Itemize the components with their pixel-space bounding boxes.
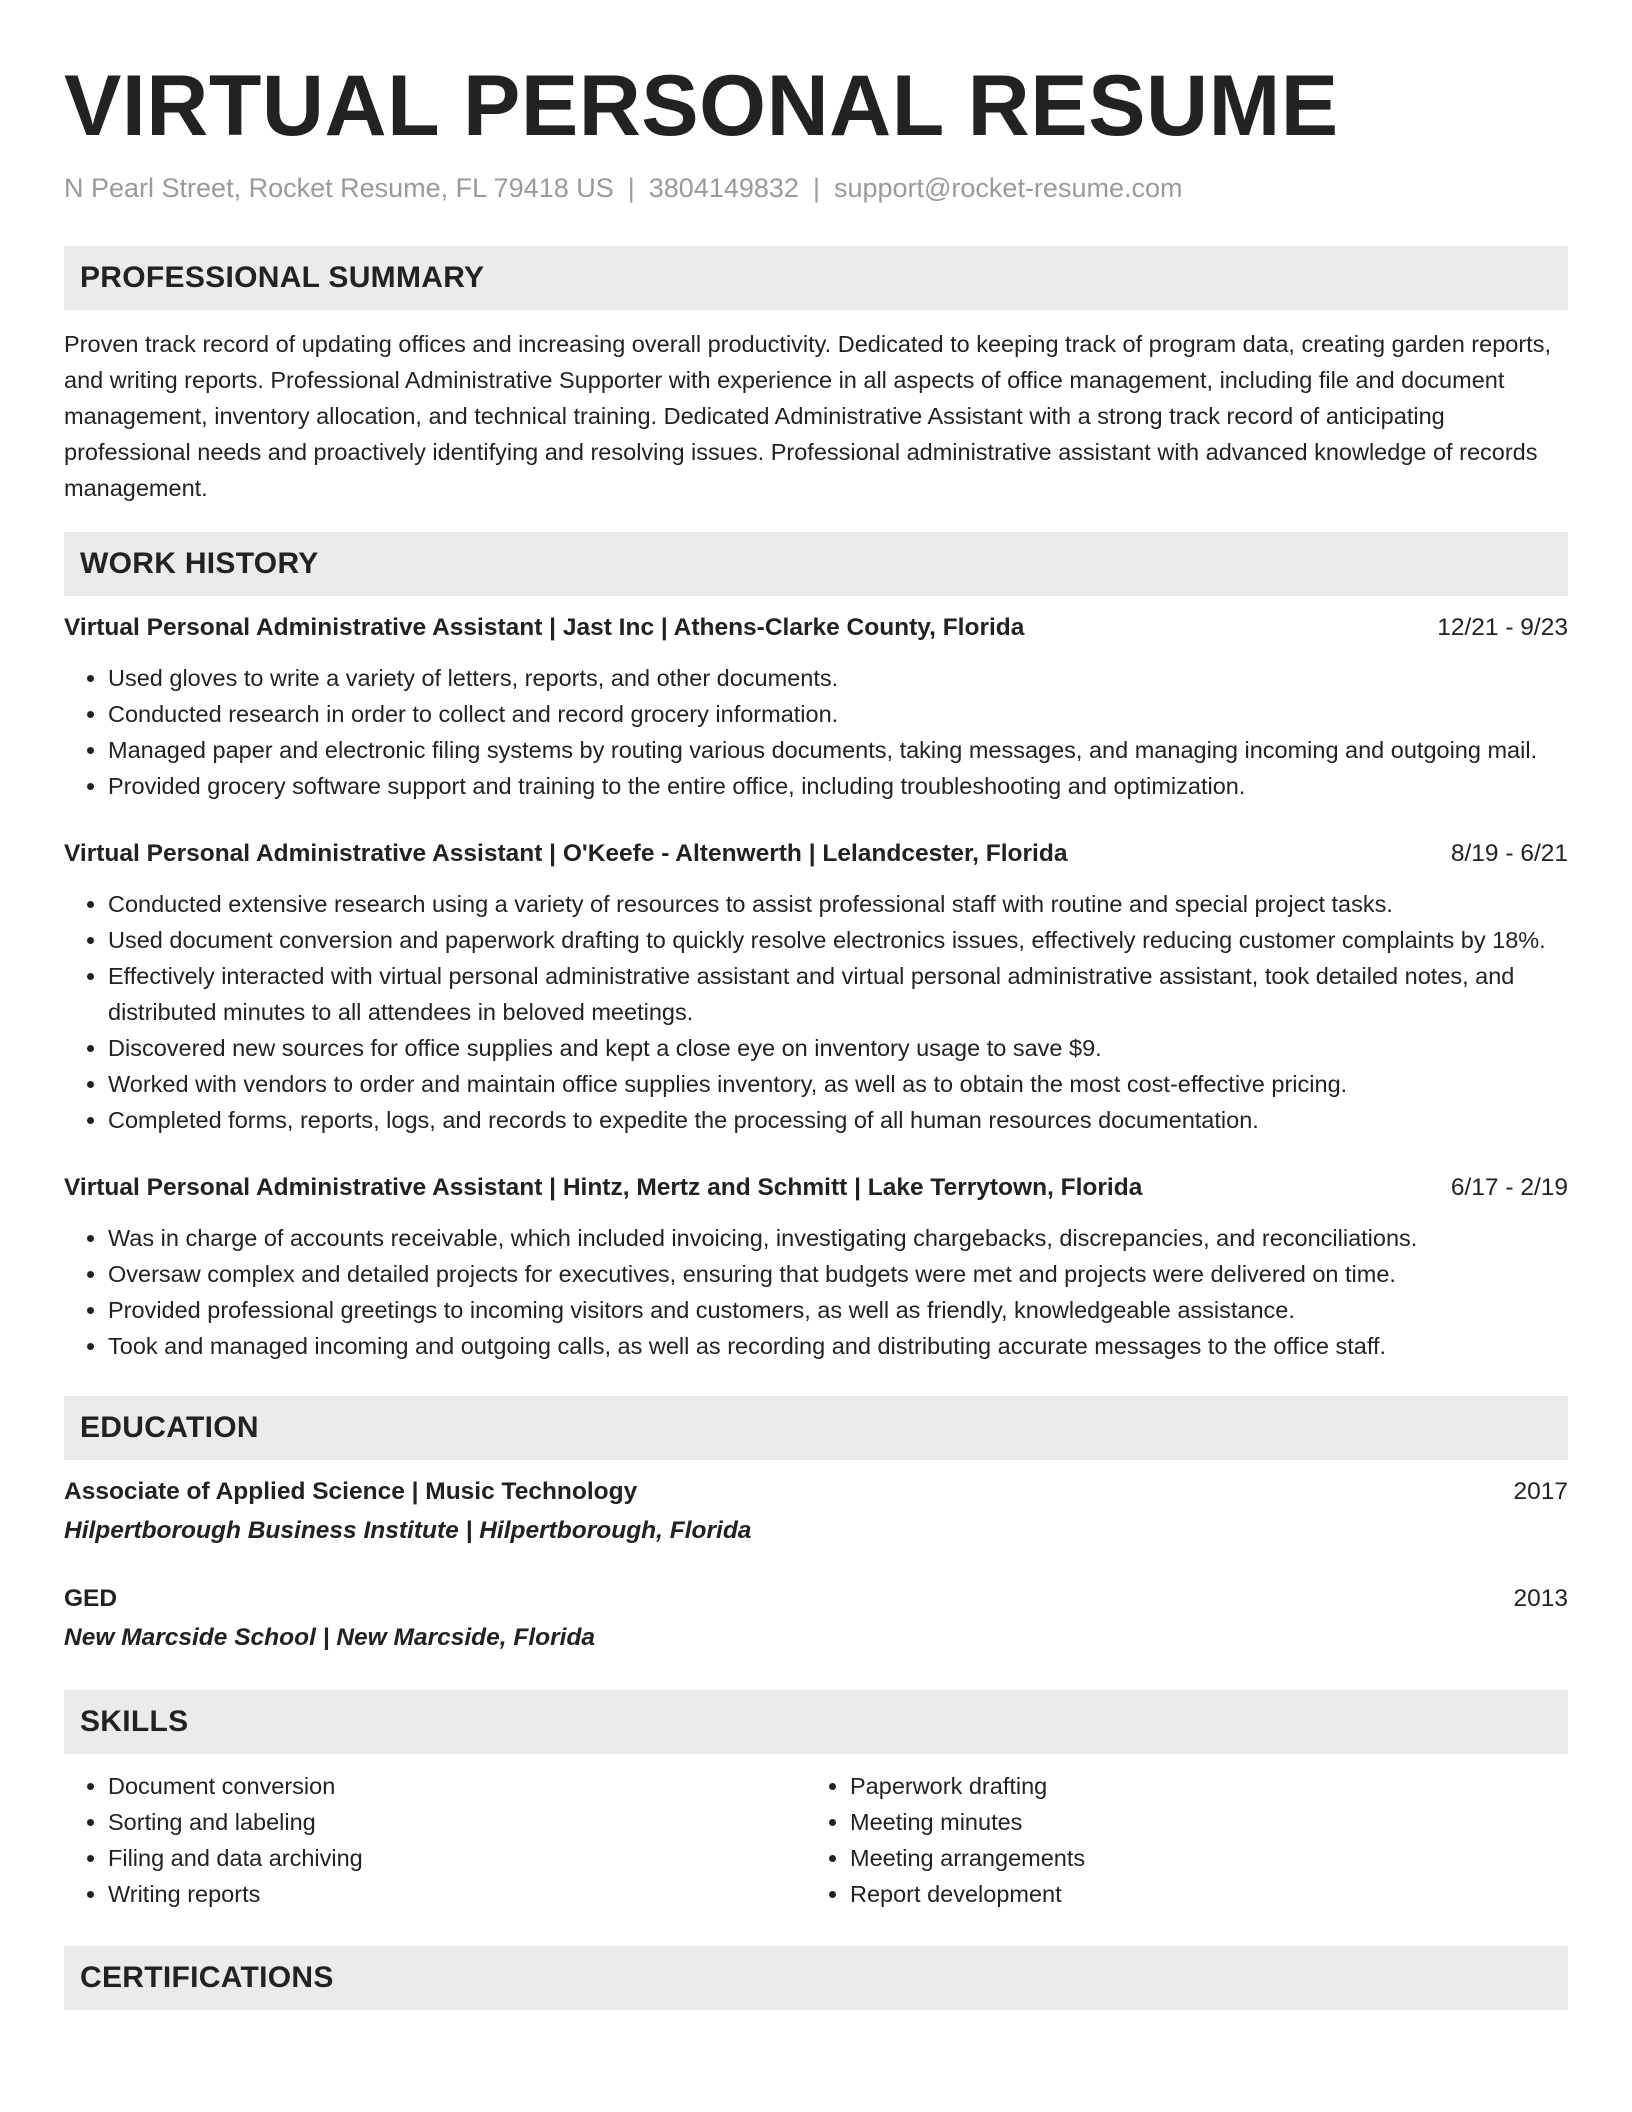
job-bullet: • Managed paper and electronic filing systems by routing various documents, taking messages, and managing incoming and outgoing mail.	[108, 732, 1568, 768]
job-bullet: • Provided grocery software support and training to the entire office, including troubleshooting and optimization.	[108, 768, 1568, 804]
education-degree: GED	[64, 1585, 118, 1612]
contact-separator: |	[627, 173, 635, 203]
contact-line	[64, 170, 1568, 206]
job-title: Virtual Personal Administrative Assistant | Hintz, Mertz and Schmitt | Lake Terrytown, Florida	[64, 1174, 1143, 1201]
certifications-heading: CERTIFICATIONS	[64, 1946, 1568, 2010]
skill-item: • Filing and data archiving	[108, 1840, 806, 1876]
job-entry	[64, 836, 1568, 1138]
education-degree: Associate of Applied Science | Music Technology	[64, 1478, 638, 1505]
job-bullet: • Was in charge of accounts receivable, which included invoicing, investigating chargebacks, discrepancies, and reconciliations.	[108, 1220, 1568, 1256]
resume-page	[64, 0, 1568, 2010]
skills-list	[806, 1768, 1548, 1912]
job-bullet: • Oversaw complex and detailed projects for executives, ensuring that budgets were met and projects were delivered on time.	[108, 1256, 1568, 1292]
skills-column-left	[64, 1768, 806, 1912]
resume-name: VIRTUAL PERSONAL RESUME	[64, 58, 1339, 154]
skill-item: • Meeting arrangements	[850, 1840, 1548, 1876]
skills-column-right	[806, 1768, 1548, 1912]
job-header	[64, 610, 1568, 646]
skill-item: • Sorting and labeling	[108, 1804, 806, 1840]
contact-address: N Pearl Street, Rocket Resume, FL 79418 US	[64, 173, 614, 203]
skills-list	[64, 1768, 806, 1912]
job-header	[64, 836, 1568, 872]
job-bullet: • Effectively interacted with virtual personal administrative assistant and virtual personal administrative assistant, took detailed notes, and distributed minutes to all attendees in beloved meetings.	[108, 958, 1568, 1030]
job-bullet: • Used document conversion and paperwork drafting to quickly resolve electronics issues, effectively reducing customer complaints by 18%.	[108, 922, 1568, 958]
job-bullet: • Provided professional greetings to incoming visitors and customers, as well as friendly, knowledgeable assistance.	[108, 1292, 1568, 1328]
job-bullets	[64, 1220, 1568, 1364]
job-entry	[64, 610, 1568, 804]
job-bullet: • Completed forms, reports, logs, and records to expedite the processing of all human resources documentation.	[108, 1102, 1568, 1138]
job-bullet: • Discovered new sources for office supplies and kept a close eye on inventory usage to save $9.	[108, 1030, 1568, 1066]
skills-grid	[64, 1768, 1568, 1912]
job-title: Virtual Personal Administrative Assistant | Jast Inc | Athens-Clarke County, Florida	[64, 614, 1025, 641]
job-title: Virtual Personal Administrative Assistant | O'Keefe - Altenwerth | Lelandcester, Florida	[64, 840, 1068, 867]
skill-item: • Writing reports	[108, 1876, 806, 1912]
education-entry	[64, 1474, 1568, 1549]
skill-item: • Meeting minutes	[850, 1804, 1548, 1840]
job-dates: 8/19 - 6/21	[1450, 840, 1568, 867]
education-year: 2017	[1513, 1478, 1568, 1505]
job-bullets	[64, 886, 1568, 1138]
skills-heading: SKILLS	[64, 1690, 1568, 1754]
education-row	[64, 1581, 1568, 1617]
skill-item: • Report development	[850, 1876, 1548, 1912]
summary-heading: PROFESSIONAL SUMMARY	[64, 246, 1568, 310]
contact-separator: |	[812, 173, 820, 203]
education-school: Hilpertborough Business Institute | Hilpertborough, Florida	[64, 1517, 752, 1544]
contact-phone: 3804149832	[648, 173, 799, 203]
skill-item: • Paperwork drafting	[850, 1768, 1548, 1804]
job-bullet: • Conducted extensive research using a variety of resources to assist professional staff with routine and special project tasks.	[108, 886, 1568, 922]
education-year: 2013	[1513, 1585, 1568, 1612]
job-bullet: • Took and managed incoming and outgoing calls, as well as recording and distributing accurate messages to the office staff.	[108, 1328, 1568, 1364]
job-header	[64, 1170, 1568, 1206]
job-bullets	[64, 660, 1568, 804]
job-dates: 6/17 - 2/19	[1450, 1174, 1568, 1201]
job-entry	[64, 1170, 1568, 1364]
job-bullet: • Used gloves to write a variety of letters, reports, and other documents.	[108, 660, 1568, 696]
education-heading: EDUCATION	[64, 1396, 1568, 1460]
education-row	[64, 1474, 1568, 1510]
contact-email: support@rocket-resume.com	[833, 173, 1183, 203]
skill-item: • Document conversion	[108, 1768, 806, 1804]
summary-text: Proven track record of updating offices and increasing overall productivity. Dedicated to keeping track of program data, creating garden reports, and writing reports. Professional Administrative Supporter with experience in all aspects of office management, including file and document management, inventory allocation, and technical training. Dedicated Administrative Assistant with a strong track record of anticipating professional needs and proactively identifying and resolving issues. Professional administrative assistant with advanced knowledge of records management.	[64, 331, 1551, 501]
job-dates: 12/21 - 9/23	[1437, 614, 1568, 641]
job-bullet: • Worked with vendors to order and maintain office supplies inventory, as well as to obtain the most cost-effective pricing.	[108, 1066, 1568, 1102]
job-bullet: • Conducted research in order to collect and record grocery information.	[108, 696, 1568, 732]
education-school: New Marcside School | New Marcside, Florida	[64, 1624, 596, 1651]
work-history-heading: WORK HISTORY	[64, 532, 1568, 596]
education-entry	[64, 1581, 1568, 1656]
